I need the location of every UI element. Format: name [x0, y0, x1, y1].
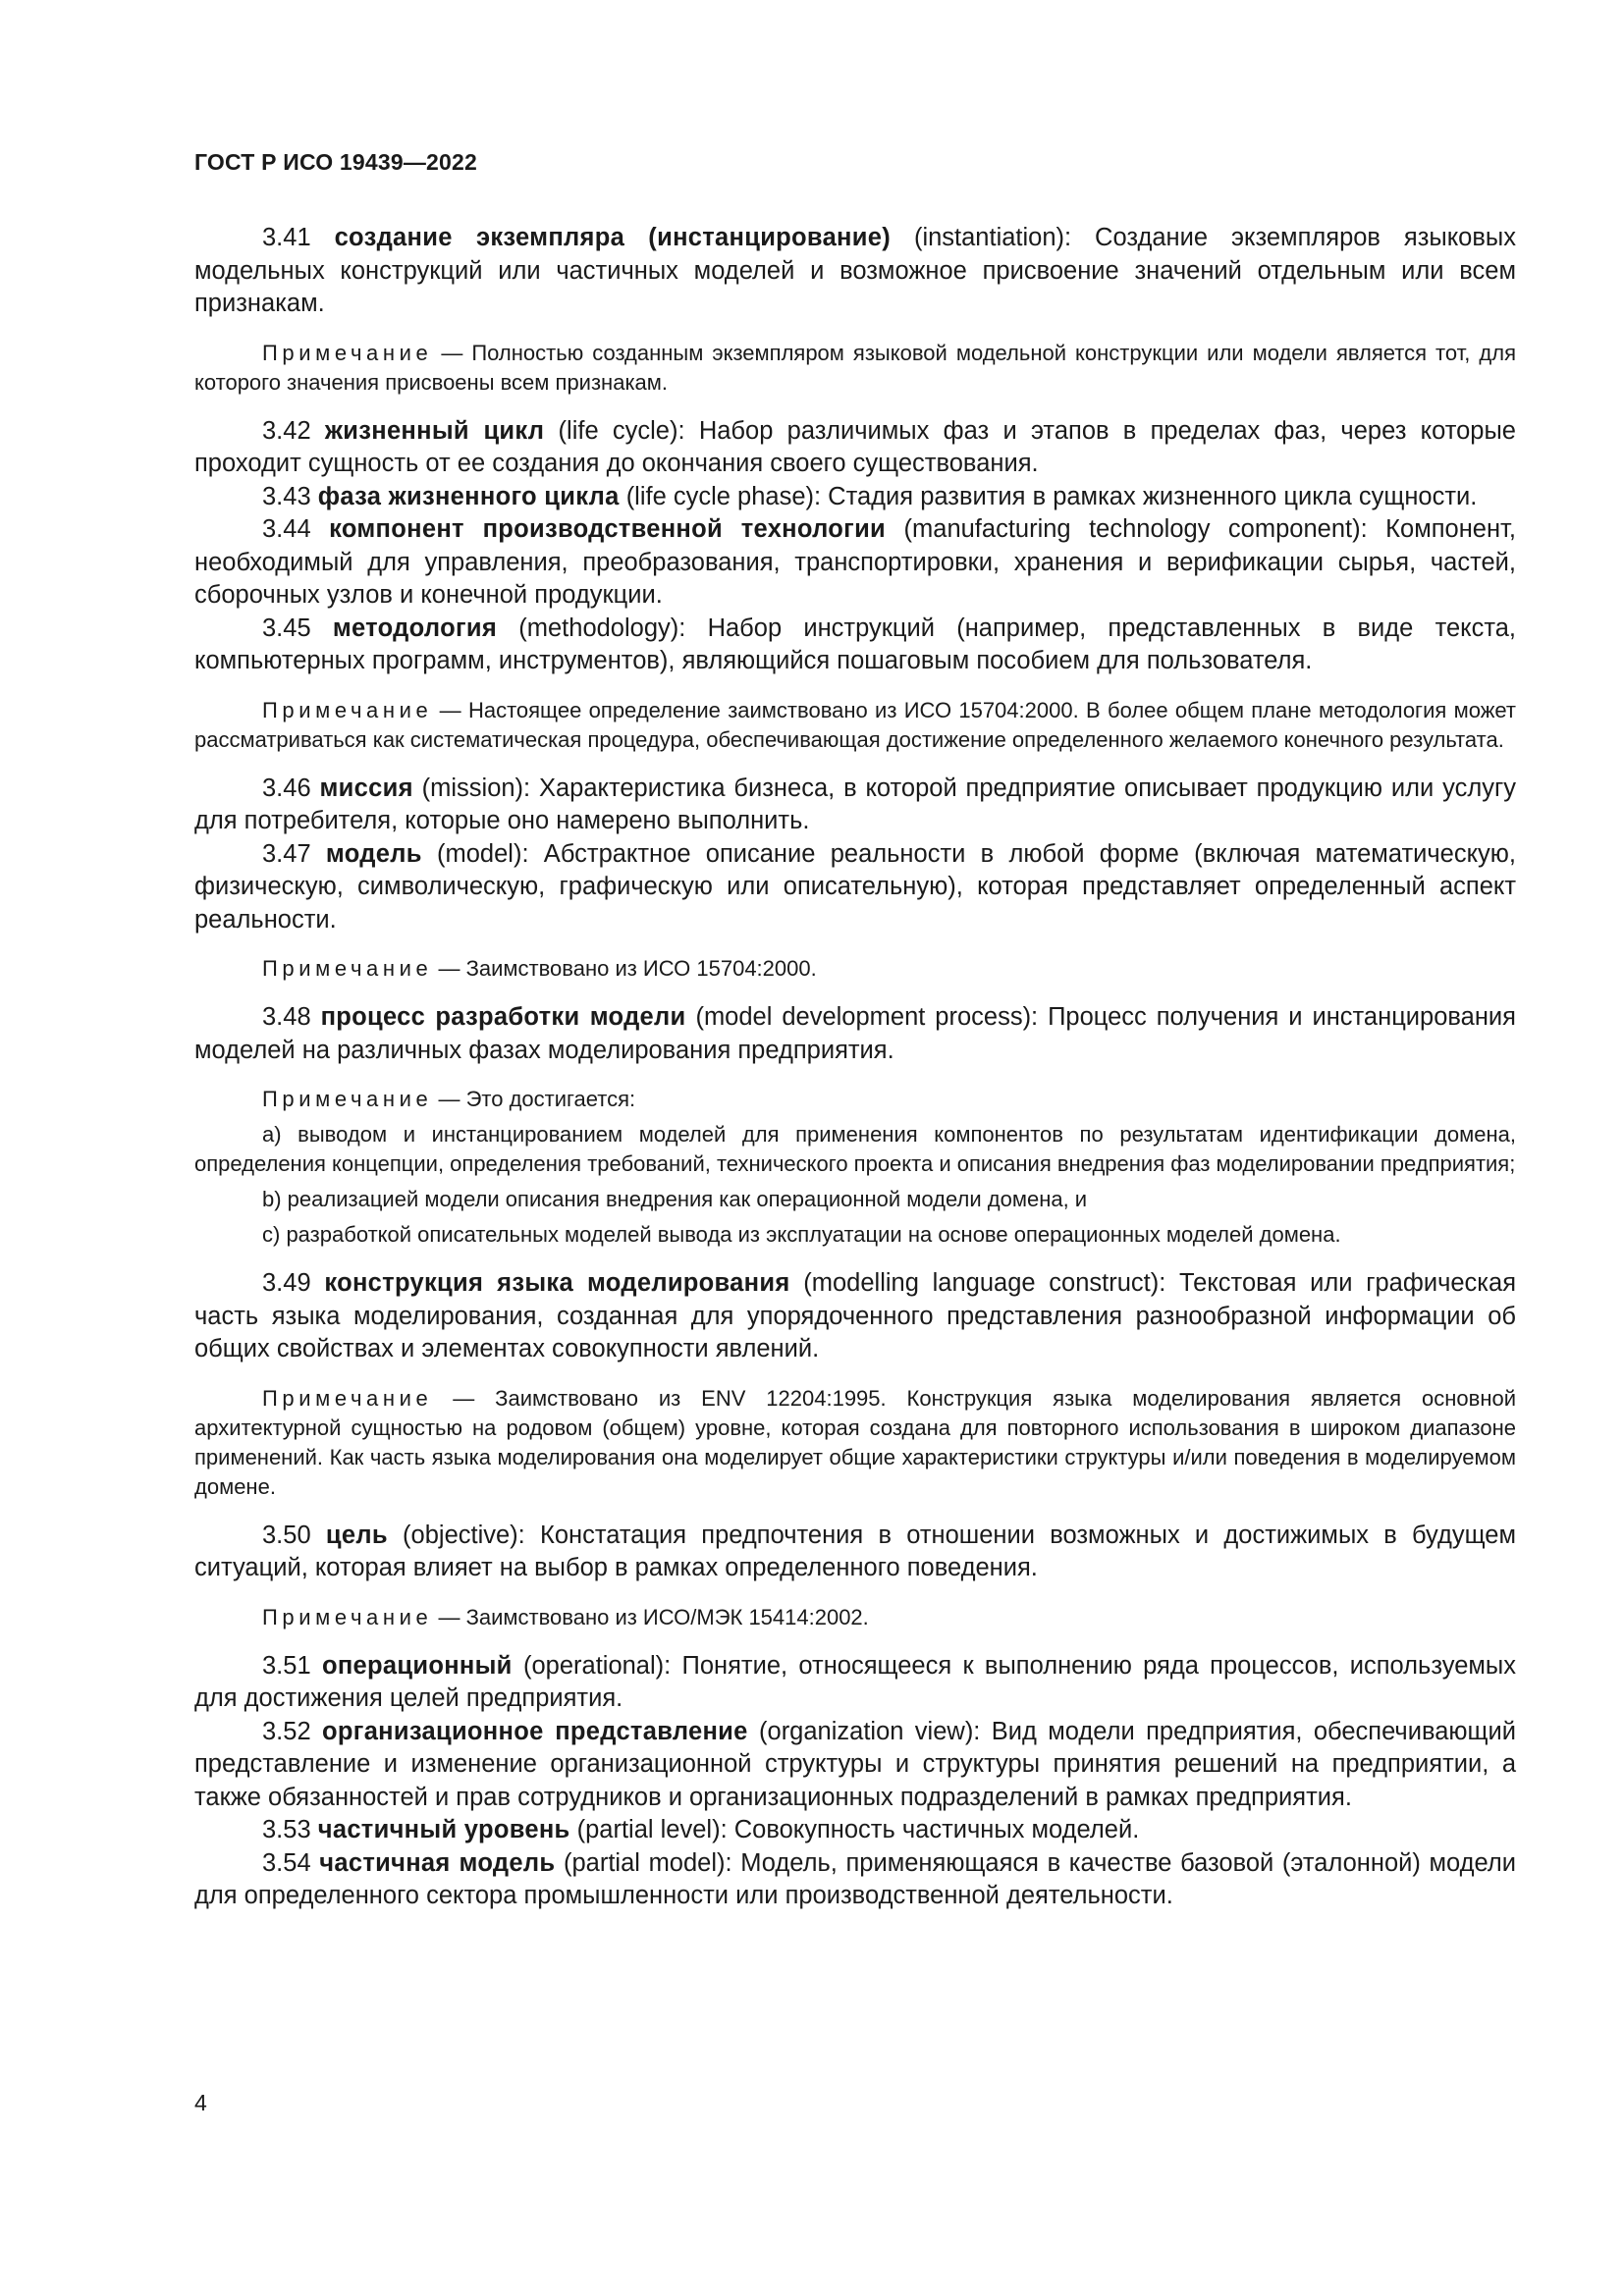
entry-term: фаза жизненного цикла — [317, 482, 620, 510]
entry-note — [194, 954, 1516, 984]
entry-term: частичная модель — [319, 1848, 556, 1877]
entry-term: частичный уровень — [317, 1816, 570, 1843]
note-list-item: a) выводом и инстанцированием моделей для применения компонентов по результатам идентификации домена, определения концепции, определения требований, технического проекта и описания внедрения фаз моделировании предприятия; — [194, 1122, 1516, 1176]
entry-definition: (life cycle phase): Стадия развития в рамках жизненного цикла сущности. — [625, 482, 1478, 510]
entry-definition: (manufacturing technology component): Компонент, необходимый для управления, преобразования, транспортировки, хранения и верификации сырья, частей, сборочных узлов и конечной продукции. — [194, 515, 1516, 609]
entry-definition: (methodology): Набор инструкций (например, представленных в виде текста, компьютерных программ, инструментов), являющийся пошаговым пособием для пользователя. — [194, 614, 1516, 674]
definition-entry — [194, 838, 1516, 937]
definitions-list — [194, 222, 1516, 1913]
entry-term: миссия — [319, 774, 413, 802]
entry-term: компонент производственной технологии — [329, 515, 887, 543]
note-label: Примечание — [262, 1087, 433, 1111]
entry-number: 3.47 — [262, 839, 311, 868]
note-label: Примечание — [262, 1385, 433, 1411]
note-text: — Это достигается: — [438, 1087, 636, 1111]
definition-entry — [194, 1650, 1516, 1716]
standard-header: ГОСТ Р ИСО 19439—2022 — [194, 149, 478, 175]
entry-number: 3.44 — [262, 515, 311, 543]
entry-term: процесс разработки модели — [320, 1003, 686, 1031]
entry-number: 3.49 — [262, 1269, 311, 1297]
definition-entry — [194, 1847, 1516, 1913]
entry-definition: (operational): Понятие, относящееся к выполнению ряда процессов, используемых для достижения целей предприятия. — [194, 1651, 1517, 1712]
entry-number: 3.51 — [262, 1651, 311, 1680]
entry-note — [194, 1085, 1516, 1114]
entry-number: 3.45 — [262, 614, 311, 642]
entry-definition: (model development process): Процесс получения и инстанцирования моделей на различных фазах моделирования предприятия. — [194, 1003, 1516, 1064]
entry-number: 3.41 — [262, 224, 311, 251]
definition-entry — [194, 773, 1516, 838]
definition-entry — [194, 1716, 1516, 1815]
definition-entry — [194, 513, 1516, 613]
definition-entry — [194, 1814, 1516, 1847]
definition-entry — [194, 222, 1516, 321]
entry-definition: (objective): Констатация предпочтения в отношении возможных и достижимых в будущем ситуаций, которая влияет на выбор в рамках определенного поведения. — [194, 1521, 1517, 1581]
note-text: — Заимствовано из ИСО/МЭК 15414:2002. — [438, 1604, 869, 1629]
definition-entry — [194, 1267, 1516, 1366]
entry-term: конструкция языка моделирования — [324, 1269, 790, 1297]
entry-number: 3.42 — [262, 416, 311, 445]
note-text: — Полностью созданным экземпляром языковой модельной конструкции или модели является тот, для которого значения присвоены всем признакам. — [194, 340, 1516, 395]
note-label: Примечание — [262, 956, 433, 981]
note-text: — Заимствовано из ENV 12204:1995. Конструкция языка моделирования является основной архитектурной сущностью на родовом (общем) уровне, которая создана для повторного использования в широком диапазоне применений. Как часть языка моделирования она моделирует общие характеристики структуры и/или поведения в моделируемом домене. — [194, 1385, 1516, 1499]
entry-term: жизненный цикл — [324, 416, 545, 445]
entry-definition: (model): Абстрактное описание реальности в любой форме (включая математическую, физическую, символическую, графическую или описательную), которая представляет определенный аспект реальности. — [194, 839, 1516, 934]
definition-entry — [194, 1520, 1516, 1585]
entry-number: 3.53 — [262, 1816, 311, 1843]
definition-entry — [194, 613, 1516, 678]
note-label: Примечание — [262, 340, 433, 365]
entry-definition: (mission): Характеристика бизнеса, в которой предприятие описывает продукцию или услугу для потребителя, которые оно намерено выполнить. — [194, 774, 1516, 834]
entry-note — [194, 339, 1516, 398]
entry-definition: (organization view): Вид модели предприятия, обеспечивающий представление и изменение организационной структуры и структуры принятия решений на предприятии, а также обязанностей и прав сотрудников и организационных подразделений в рамках предприятия. — [194, 1717, 1516, 1811]
entry-term: цель — [325, 1521, 388, 1549]
entry-note — [194, 696, 1516, 755]
page-number: 4 — [194, 2090, 207, 2115]
note-text: — Заимствовано из ИСО 15704:2000. — [438, 956, 817, 981]
definition-entry — [194, 415, 1516, 481]
entry-definition: (modelling language construct): Текстовая или графическая часть языка моделирования, созданная для упорядоченного представления разнообразной информации об общих свойствах и элементах совокупности явлений. — [194, 1269, 1517, 1362]
definition-entry — [194, 481, 1516, 514]
entry-term: организационное представление — [322, 1717, 748, 1745]
entry-number: 3.46 — [262, 774, 311, 802]
entry-note — [194, 1384, 1516, 1502]
entry-definition: (partial level): Совокупность частичных моделей. — [576, 1816, 1140, 1843]
note-text: — Настоящее определение заимствовано из ИСО 15704:2000. В более общем плане методология может рассматриваться как систематическая процедура, обеспечивающая достижение определенного желаемого конечного результата. — [194, 697, 1516, 752]
note-list-item: c) разработкой описательных моделей вывода из эксплуатации на основе операционных моделей домена. — [262, 1222, 1341, 1247]
entry-term: операционный — [321, 1651, 513, 1680]
note-list-item: b) реализацией модели описания внедрения как операционной модели домена, и — [262, 1187, 1088, 1211]
entry-number: 3.50 — [262, 1521, 311, 1549]
entry-definition: (life cycle): Набор различимых фаз и этапов в пределах фаз, через которые проходит сущность от ее создания до окончания своего существования. — [194, 416, 1516, 477]
entry-definition: (instantiation): Создание экземпляров языковых модельных конструкций или частичных моделей и возможное присвоение значений отдельным или всем признакам. — [194, 224, 1516, 317]
entry-definition: (partial model): Модель, применяющаяся в качестве базовой (эталонной) модели для определенного сектора промышленности или производственной деятельности. — [194, 1848, 1517, 1909]
entry-term: создание экземпляра (инстанцирование) — [334, 224, 892, 251]
entry-number: 3.43 — [262, 482, 311, 510]
entry-note — [194, 1603, 1516, 1632]
entry-term: модель — [325, 839, 422, 868]
note-label: Примечание — [262, 1604, 433, 1629]
definition-entry — [194, 1001, 1516, 1067]
note-label: Примечание — [262, 697, 433, 722]
entry-number: 3.54 — [262, 1848, 311, 1877]
entry-number: 3.52 — [262, 1717, 311, 1745]
entry-term: методология — [332, 614, 498, 642]
entry-number: 3.48 — [262, 1003, 311, 1031]
